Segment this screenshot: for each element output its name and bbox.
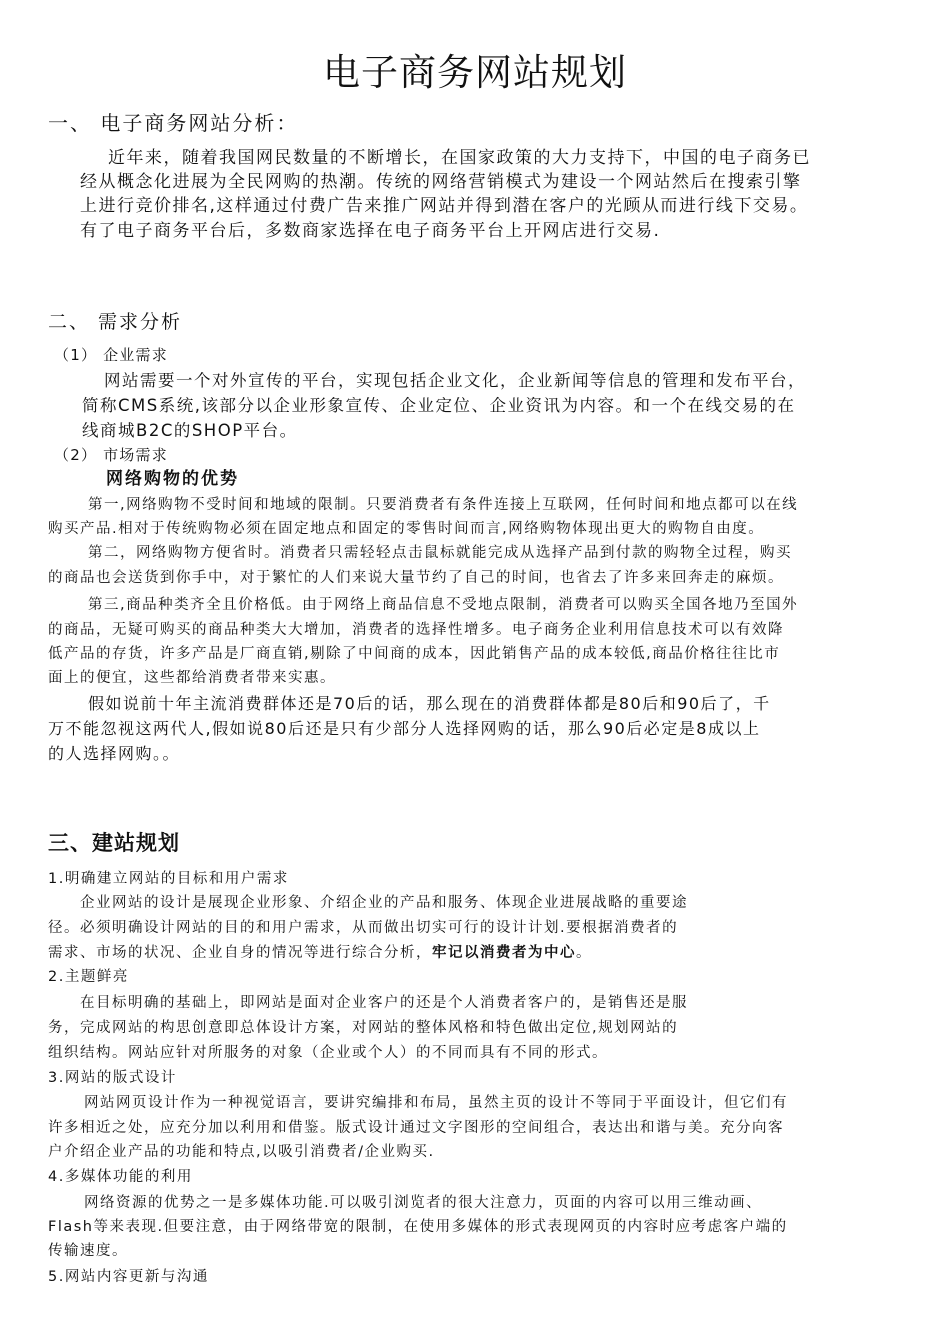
paragraph-line: 的人选择网购。。 (48, 744, 181, 763)
section-1-line: 有了电子商务平台后，多数商家选择在电子商务平台上开网店进行交易. (80, 221, 661, 241)
item-heading: 2.主题鲜亮 (48, 969, 129, 985)
paragraph-line (48, 946, 592, 961)
section-1-heading: 一、 电子商务网站分析： (48, 111, 299, 135)
paragraph-line: 万不能忽视这两代人,假如说80后还是只有少部分人选择网购的话，那么90后必定是8成以上 (48, 719, 761, 738)
paragraph-line: Flash等来表现.但要注意，由于网络带宽的限制，在使用多媒体的形式表现网页的内容时应考虑客户端的 (48, 1219, 788, 1235)
page-title: 电子商务网站规划 (323, 51, 627, 94)
paragraph-line: 务，完成网站的构思创意即总体设计方案，对网站的整体风格和特色做出定位,规划网站的 (48, 1020, 679, 1036)
section-2-heading: 二、 需求分析 (48, 311, 183, 333)
paragraph-line: 组织结构。网站应针对所服务的对象（企业或个人）的不同而具有不同的形式。 (48, 1045, 608, 1061)
paragraph-line: 网站网页设计作为一种视觉语言，要讲究编排和布局，虽然主页的设计不等同于平面设计，但它们有 (84, 1095, 788, 1111)
paragraph-line: 第二，网络购物方便省时。消费者只需轻轻点击鼠标就能完成从选择产品到付款的购物全过程，购买 (88, 545, 792, 561)
paragraph-line: 面上的便宜，这些都给消费者带来实惠。 (48, 670, 336, 686)
section-1-line: 经从概念化进展为全民网购的热潮。传统的网络营销模式为建设一个网站然后在搜索引擎 (80, 172, 802, 192)
item-heading: 4.多媒体功能的利用 (48, 1169, 193, 1185)
paragraph-line: 假如说前十年主流消费群体还是70后的话，那么现在的消费群体都是80后和90后了，千 (88, 694, 771, 713)
item-2-label: （2） 市场需求 (54, 446, 168, 464)
paragraph-line: 许多相近之处，应充分加以利用和借鉴。版式设计通过文字图形的空间组合，表达出和谐与美。充分向客 (48, 1120, 784, 1136)
paragraph-line: 网络资源的优势之一是多媒体功能.可以吸引浏览者的很大注意力，页面的内容可以用三维动画、 (84, 1195, 763, 1211)
paragraph-line: 购买产品.相对于传统购物必须在固定地点和固定的零售时间而言,网络购物体现出更大的购物自由度。 (48, 521, 765, 537)
emphasis-text: 牢记以消费者为中心 (432, 945, 576, 961)
paragraph-line: 传输速度。 (48, 1243, 128, 1259)
paragraph-line: 第一,网络购物不受时间和地域的限制。只要消费者有条件连接上互联网，任何时间和地点都可以在线 (88, 497, 799, 513)
emphasis-suffix: 。 (576, 945, 592, 961)
item-heading: 3.网站的版式设计 (48, 1070, 177, 1086)
paragraph-line: 低产品的存货，许多产品是厂商直销,剔除了中间商的成本，因此销售产品的成本较低,商品价格往往比市 (48, 646, 781, 662)
paragraph-line: 第三,商品种类齐全且价格低。由于网络上商品信息不受地点限制，消费者可以购买全国各地乃至国外 (88, 597, 799, 613)
paragraph-line: 户介绍企业产品的功能和特点,以吸引消费者/企业购买. (48, 1144, 435, 1160)
item-1-line: 网站需要一个对外宣传的平台，实现包括企业文化，企业新闻等信息的管理和发布平台， (104, 371, 806, 390)
emphasis-prefix: 需求、市场的状况、企业自身的情况等进行综合分析， (48, 945, 432, 961)
subsection-title: 网络购物的优势 (106, 469, 239, 489)
section-3-heading: 三、建站规划 (48, 831, 180, 855)
item-heading: 1.明确建立网站的目标和用户需求 (48, 871, 289, 887)
item-heading: 5.网站内容更新与沟通 (48, 1269, 209, 1285)
item-1-line: 线商城B2C的SHOP平台。 (82, 421, 298, 440)
item-1-label: （1） 企业需求 (54, 346, 168, 364)
paragraph-line: 企业网站的设计是展现企业形象、介绍企业的产品和服务、体现企业进展战略的重要途 (80, 895, 688, 911)
section-1-line: 近年来，随着我国网民数量的不断增长，在国家政策的大力支持下，中国的电子商务已 (108, 148, 811, 168)
paragraph-line: 径。必须明确设计网站的目的和用户需求，从而做出切实可行的设计计划.要根据消费者的 (48, 920, 679, 936)
section-1-line: 上进行竞价排名,这样通过付费广告来推广网站并得到潜在客户的光顾从而进行线下交易。 (80, 196, 809, 216)
paragraph-line: 的商品，无疑可购买的商品种类大大增加，消费者的选择性增多。电子商务企业利用信息技术可以有效降 (48, 622, 784, 638)
paragraph-line: 在目标明确的基础上，即网站是面对企业客户的还是个人消费者客户的，是销售还是服 (80, 995, 688, 1011)
paragraph-line: 的商品也会送货到你手中，对于繁忙的人们来说大量节约了自己的时间，也省去了许多来回奔走的麻烦。 (48, 570, 784, 586)
item-1-line: 简称CMS系统,该部分以企业形象宣传、企业定位、企业资讯为内容。和一个在线交易的在 (82, 396, 796, 415)
